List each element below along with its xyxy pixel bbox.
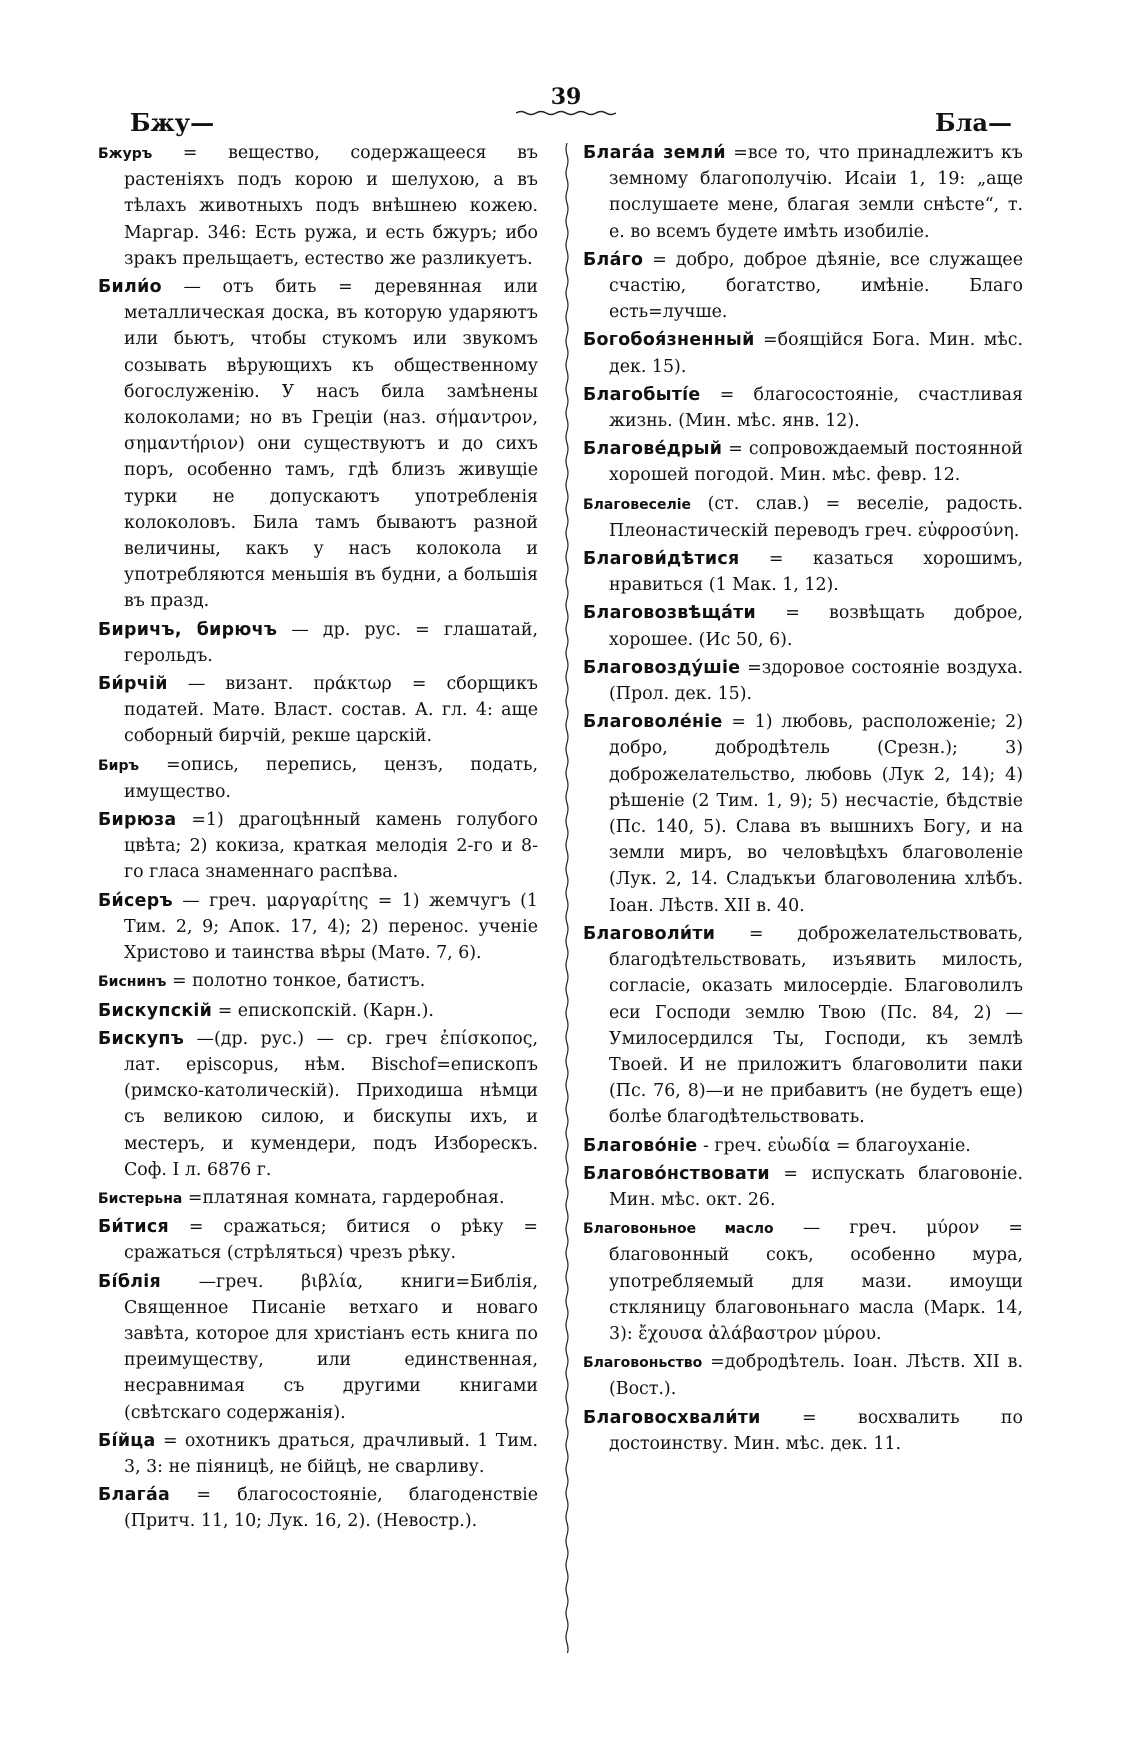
- entry-definition: = восхвалить по достоинству. Мин. мѣс. дек. 11.: [609, 1407, 1023, 1454]
- entry-definition: = сражаться; битися о рѣку = сражаться (стрѣляться) чрезъ рѣку.: [124, 1217, 538, 1264]
- dictionary-entry: [98, 1428, 538, 1480]
- dictionary-entry: [583, 709, 1023, 919]
- column-divider: [563, 143, 571, 1653]
- entry-definition: =все то, что принадлежитъ къ земному благополучію. Исаіи 1, 19: „аще послушаете мене, благая земли снѣсте“, т. е. во всемъ будете имѣть изобиліе.: [609, 143, 1023, 242]
- right-column-header: Бла—: [935, 108, 1012, 137]
- entry-headword: Благоволи́ти: [583, 923, 716, 944]
- page-number: 39: [550, 84, 582, 110]
- entry-headword: Бжуръ: [98, 146, 153, 162]
- dictionary-entry: [98, 968, 538, 995]
- dictionary-entry: [98, 807, 538, 886]
- entry-definition: = вещество, содержащееся въ растеніяхъ подъ корою и шелухою, а въ тѣлахъ животныхъ подъ внѣшнею кожею. Маргар. 346: Есть ружа, и есть бжуръ; ибо зракъ прельщаетъ, естество же разликуетъ.: [124, 143, 538, 269]
- entry-headword: Бирюза: [98, 810, 177, 831]
- left-column: [98, 140, 538, 1537]
- entry-definition: = охотникъ драться, драчливый. 1 Тим. 3, 3: не піяницѣ, не бійцѣ, не сварливу.: [124, 1430, 538, 1477]
- entry-headword: Благовоньство: [583, 1355, 703, 1372]
- dictionary-entry: [583, 1133, 1023, 1159]
- entry-headword: Бі́блія: [98, 1271, 162, 1292]
- entry-definition: — греч. μαργαρίτης = 1) жемчугъ (1 Тим. 2, 9; Апок. 17, 4); 2) перенос. ученіе Христово и таинства вѣры (Матѳ. 7, 6).: [124, 890, 538, 964]
- dictionary-entry: [98, 1269, 538, 1426]
- entry-definition: = испускать благовоніе. Мин. мѣс. окт. 26.: [609, 1163, 1023, 1210]
- dictionary-entry: [98, 998, 538, 1024]
- entry-headword: Бистерьна: [98, 1190, 183, 1207]
- right-column: [583, 140, 1023, 1459]
- entry-headword: Бискупъ: [98, 1028, 185, 1049]
- dictionary-entry: [583, 382, 1023, 434]
- entry-headword: Благове́дрый: [583, 439, 723, 460]
- entry-headword: Би́тися: [98, 1217, 169, 1238]
- dictionary-entry: [98, 140, 538, 272]
- left-column-header: Бжу—: [130, 108, 215, 137]
- dictionary-entry: [583, 1405, 1023, 1457]
- dictionary-entry: [98, 1185, 538, 1212]
- entry-definition: =боящійся Бога. Мин. мѣс. дек. 15).: [609, 330, 1023, 377]
- entry-headword: Благовоньное масло: [583, 1221, 774, 1238]
- entry-definition: = епископскій. (Карн.).: [212, 1000, 434, 1021]
- entry-headword: Биричъ, бирючъ: [98, 619, 278, 640]
- entry-headword: Благовосхвали́ти: [583, 1407, 761, 1428]
- dictionary-entry: [98, 1214, 538, 1266]
- dictionary-entry: [583, 921, 1023, 1131]
- ornamental-rule: [516, 108, 616, 118]
- entry-definition: — отъ бить = деревянная или металлическая доска, въ которую ударяютъ или бьютъ, чтобы стукомъ или звукомъ созывать вѣрующихъ къ общественному богослуженію. У насъ била замѣнены колоколами; но въ Греціи (наз. σήμαντρον, σημαντήριον) они существуютъ и до сихъ поръ, особенно тамъ, гдѣ близъ живущіе турки не допускаютъ употребленія колоколовъ. Била тамъ бываютъ разной величины, какъ у насъ колокола и употребляются меньшія въ будни, а большія въ празд.: [124, 277, 538, 612]
- entry-headword: Бі́йца: [98, 1430, 156, 1451]
- dictionary-entry: [583, 140, 1023, 245]
- entry-definition: =добродѣтель. Іоан. Лѣств. XII в. (Вост.).: [609, 1352, 1023, 1400]
- dictionary-entry: [583, 327, 1023, 379]
- entry-definition: =1) драгоцѣнный камень голубого цвѣта; 2) кокиза, краткая мелодія 2-го и 8-го гласа знаменнаго распѣва.: [124, 810, 538, 883]
- dictionary-entry: [98, 617, 538, 669]
- entry-definition: = благосостояніе, благоденствіе (Притч. 11, 10; Лук. 16, 2). (Невостр.).: [124, 1485, 538, 1532]
- entry-definition: —(др. рус.) — ср. греч ἐπίσκοπος, лат. episcopus, нѣм. Bischof=епископъ (римско-католическій). Приходиша нѣмци съ великою силою, и бискупы ихъ, и местеръ, и кумендери, подъ Изборескъ. Соф. I л. 6876 г.: [124, 1028, 538, 1180]
- entry-headword: Блага́а земли́: [583, 143, 726, 163]
- entry-headword: Благово́ніе: [583, 1135, 698, 1156]
- entry-headword: Биръ: [98, 757, 140, 774]
- dictionary-entry: [583, 1349, 1023, 1402]
- dictionary-entry: [98, 671, 538, 750]
- entry-headword: Би́серъ: [98, 890, 173, 911]
- entry-headword: Благово́нствовати: [583, 1163, 770, 1184]
- dictionary-entry: [583, 1161, 1023, 1213]
- entry-definition: =платяная комната, гардеробная.: [182, 1187, 505, 1208]
- entry-headword: Би́рчій: [98, 674, 168, 695]
- dictionary-entry: [583, 600, 1023, 652]
- entry-definition: — др. рус. = глашатай, герольдъ.: [124, 619, 538, 666]
- entry-definition: =опись, перепись, цензъ, подать, имущество.: [124, 754, 538, 802]
- dictionary-entry: [98, 888, 538, 967]
- entry-headword: Благоволе́ніе: [583, 712, 723, 733]
- entry-definition: —греч. βιβλία, книги=Библія, Священное Писаніе ветхаго и новаго завѣта, которое для христіанъ есть книга по преимуществу, или единственная, несравнимая съ другими книгами (свѣтскаго содержанія).: [124, 1271, 538, 1423]
- entry-headword: Били́о: [98, 277, 162, 298]
- dictionary-entry: [98, 752, 538, 805]
- entry-headword: Бискупскій: [98, 1000, 213, 1021]
- entry-headword: Благови́дѣтися: [583, 549, 740, 570]
- entry-definition: = казаться хорошимъ, нравиться (1 Мак. 1, 12).: [609, 549, 1023, 596]
- dictionary-entry: [583, 655, 1023, 707]
- entry-headword: Благовозвѣща́ти: [583, 603, 757, 624]
- dictionary-entry: [583, 546, 1023, 598]
- entry-definition: = сопровождаемый постоянной хорошей погодой. Мин. мѣс. февр. 12.: [609, 439, 1023, 486]
- entry-definition: = благосостояніе, счастливая жизнь. (Мин. мѣс. янв. 12).: [609, 384, 1023, 432]
- entry-definition: = полотно тонкое, батистъ.: [166, 971, 426, 992]
- entry-definition: = возвѣщать доброе, хорошее. (Ис 50, 6).: [609, 603, 1023, 650]
- entry-definition: — визант. πράκτωρ = сборщикъ податей. Матѳ. Власт. состав. А. гл. 4: аще соборный бирчій, рекше царскій.: [124, 674, 538, 747]
- entry-definition: =здоровое состояніе воздуха. (Прол. дек. 15).: [609, 657, 1023, 705]
- entry-headword: Бла́го: [583, 249, 644, 270]
- dictionary-entry: [98, 274, 538, 615]
- dictionary-entry: [98, 1482, 538, 1534]
- entry-definition: = 1) любовь, расположеніе; 2) добро, добродѣтель (Срезн.); 3) доброжелательство, любовь (Лук 2, 14); 4) рѣшеніе (2 Тим. 1, 9); 5) несчастіе, бѣдствіе (Пс. 140, 5). Слава въ вышнихъ Богу, и на земли миръ, во человѣцѣхъ благоволеніе (Лук. 2, 14. Сладъкъи благоволениꙗ хлѣбъ. Іоан. Лѣств. XII в. 40.: [609, 712, 1023, 916]
- entry-headword: Блага́а: [98, 1485, 171, 1506]
- entry-headword: Богобоя́зненный: [583, 330, 755, 351]
- entry-headword: Биснинъ: [98, 974, 167, 991]
- dictionary-entry: [583, 436, 1023, 488]
- dictionary-entry: [583, 491, 1023, 544]
- entry-definition: (ст. слав.) = веселіе, радость. Плеонастическій переводъ греч. εὐφροσύνη.: [609, 493, 1023, 541]
- entry-definition: = добро, доброе дѣяніе, все служащее счастію, богатство, имѣніе. Благо есть=лучше.: [609, 249, 1023, 323]
- dictionary-entry: [583, 247, 1023, 326]
- entry-definition: - греч. εὐωδία = благоуханіе.: [697, 1135, 971, 1156]
- entry-headword: Благовозду́шіе: [583, 657, 741, 678]
- entry-headword: Благовеселіе: [583, 496, 692, 513]
- entry-definition: — греч. μύρον = благовонный сокъ, особенно мура, употребляемый для мази. имоущи сткляницу благовоньнаго масла (Марк. 14, 3): ἔχουσα ἀλάβαστρον μύρου.: [609, 1218, 1023, 1344]
- dictionary-entry: [98, 1026, 538, 1183]
- dictionary-entry: [583, 1215, 1023, 1347]
- entry-definition: = доброжелательствовать, благодѣтельствовать, изъявить милость, согласіе, оказать милосердіе. Благоволилъ еси Господи землю Твою (Пс. 84, 2) — Умилосердился Ты, Господи, къ землѣ Твоей. И не приложитъ благоволити паки (Пс. 76, 8)—и не прибавитъ (не будетъ еще) болѣе благодѣтельствовать.: [609, 923, 1023, 1128]
- entry-headword: Благобыті́е: [583, 384, 701, 405]
